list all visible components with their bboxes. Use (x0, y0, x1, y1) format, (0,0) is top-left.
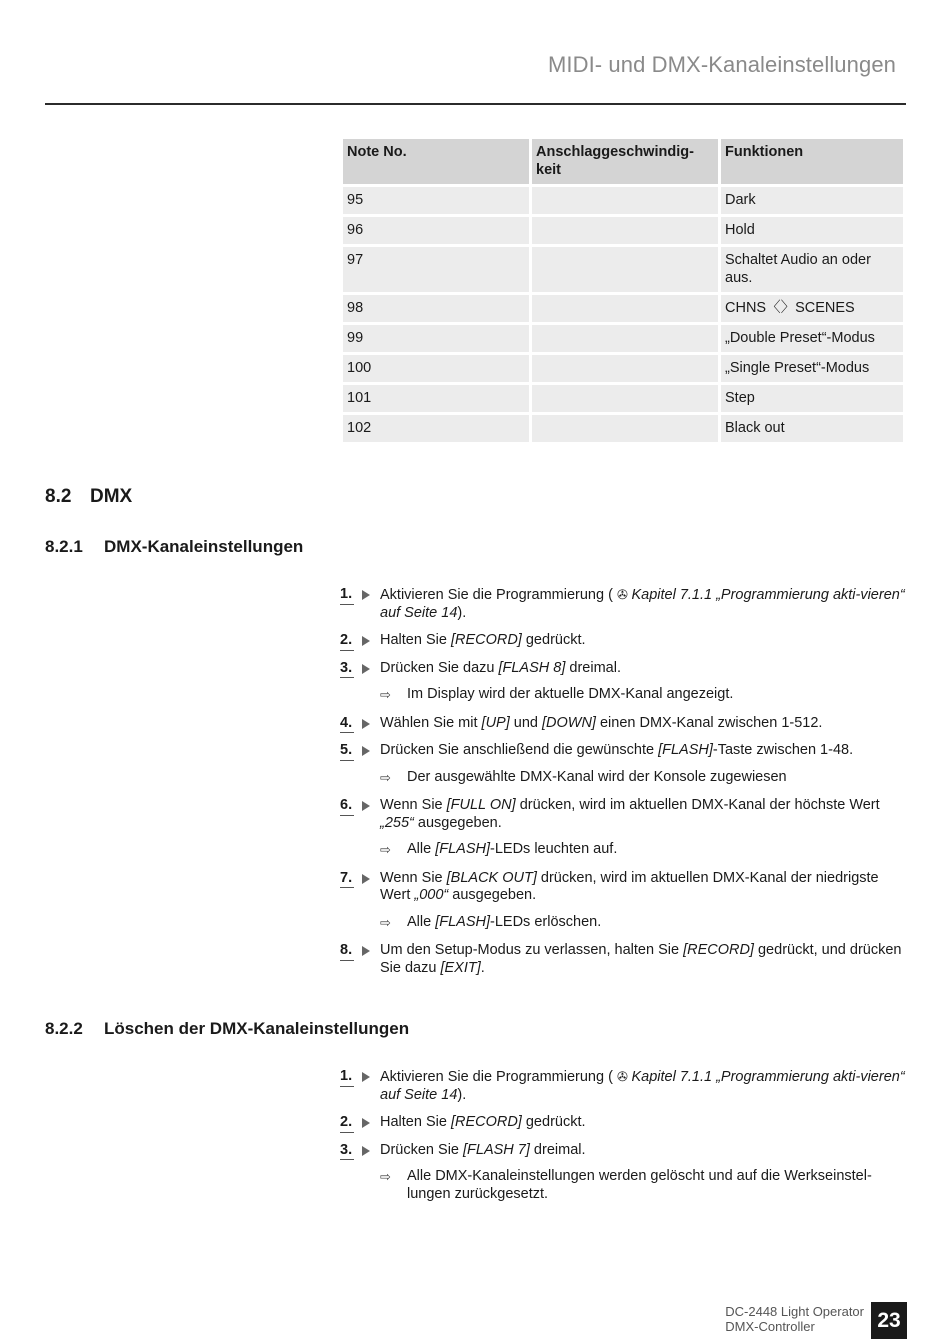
emphasized-text: Kapitel 7.1.1 „Programmierung akti-vieren“ auf Seite 14 (380, 587, 905, 621)
step-body (380, 1068, 906, 1104)
step-body (380, 742, 906, 760)
cell-note-no: 95 (343, 187, 529, 214)
step-text: Drücken Sie anschließend die gewünschte (380, 742, 659, 758)
section-heading-channel-settings (45, 537, 303, 557)
step-arrow-icon (362, 801, 370, 811)
step-body (380, 715, 906, 733)
step-number-label: 1. (340, 1068, 354, 1087)
emphasized-text: [UP] (481, 714, 510, 731)
result-arrow-icon: ⇨ (380, 769, 391, 785)
cell-function: „Double Preset“-Modus (721, 325, 903, 352)
step-text: Halten Sie (380, 1114, 451, 1130)
emphasized-text: „255“ (380, 814, 414, 831)
step-text: dreimal. (565, 659, 621, 676)
step-arrow-icon (362, 1118, 370, 1128)
section-number: 8.2.1 (45, 537, 83, 556)
step-text: dreimal. (529, 1141, 586, 1158)
instruction-step (340, 1068, 906, 1104)
cell-function: „Single Preset“-Modus (721, 355, 903, 382)
cell-note-no: 96 (343, 217, 529, 244)
cell-velocity (532, 217, 718, 244)
instruction-step (340, 942, 906, 977)
result-body (407, 686, 906, 704)
cell-note-no: 100 (343, 355, 529, 382)
step-text: Alle DMX-Kanaleinstellungen werden gelöscht und auf die Werkseinstel-lungen zurückgesetzt. (407, 1168, 872, 1202)
step-text: Wählen Sie mit (380, 714, 482, 731)
table-row (343, 325, 903, 352)
step-body (380, 632, 906, 650)
instruction-step (340, 715, 906, 733)
table-row (343, 385, 903, 412)
step-number-label: 3. (340, 1142, 354, 1161)
instruction-step (340, 1114, 906, 1132)
step-arrow-icon (362, 1072, 370, 1082)
cell-function: Hold (721, 217, 903, 244)
step-number-label: 4. (340, 715, 354, 734)
step-text: Aktivieren Sie die Programmierung ( (380, 587, 617, 603)
cell-function: Schaltet Audio an oder aus. (721, 247, 903, 292)
section-heading-dmx (45, 486, 132, 508)
step-arrow-icon (362, 746, 370, 756)
step-text: gedrückt. (521, 632, 586, 648)
emphasized-text: [BLACK OUT] (446, 869, 537, 886)
section-number: 8.2 (45, 486, 72, 507)
emphasized-text: [RECORD] (450, 1114, 522, 1130)
step-text: ). (457, 604, 467, 621)
emphasized-text: [FLASH 8] (498, 659, 566, 676)
step-text: drücken, wird im aktuellen DMX-Kanal der niedrigste Wert (380, 869, 879, 903)
step-text: -LEDs leuchten auf. (490, 841, 618, 857)
cell-note-no: 101 (343, 385, 529, 412)
footer-product-name: DC-2448 Light Operator (725, 1304, 864, 1319)
delete-settings-steps (340, 1068, 906, 1214)
result-body (407, 1168, 906, 1203)
section-title: DMX (90, 486, 133, 507)
instruction-step (340, 660, 906, 678)
result-arrow-icon: ⇨ (380, 914, 391, 930)
table-row (343, 355, 903, 382)
footer-product-type: DMX-Controller (725, 1318, 815, 1334)
cell-function: CHNS〈〉SCENES (721, 295, 903, 322)
emphasized-text: [FLASH] (435, 841, 491, 857)
footer-product (725, 1305, 864, 1334)
emphasized-text: Kapitel 7.1.1 „Programmierung akti-vieren“ auf Seite 14 (380, 1069, 905, 1103)
emphasized-text: „000“ (414, 887, 449, 903)
result-body (407, 914, 906, 932)
cell-note-no: 102 (343, 415, 529, 442)
result-body (407, 769, 906, 787)
step-result (340, 769, 906, 787)
step-body (380, 1142, 906, 1160)
step-body (380, 870, 906, 905)
result-arrow-icon: ⇨ (380, 1169, 391, 1184)
step-text: Drücken Sie (380, 1141, 464, 1158)
cross-reference-icon[interactable]: ✇ (616, 587, 632, 602)
step-arrow-icon (362, 719, 370, 729)
step-text: . (480, 959, 485, 976)
step-text: Alle (407, 913, 436, 930)
step-number-label: 3. (340, 660, 354, 679)
cell-velocity (532, 415, 718, 442)
step-body (380, 942, 906, 977)
step-arrow-icon (362, 664, 370, 674)
section-title: Löschen der DMX-Kanaleinstellungen (104, 1019, 410, 1038)
step-arrow-icon (362, 874, 370, 884)
instruction-step (340, 1142, 906, 1160)
step-body (380, 586, 906, 622)
cell-note-no: 97 (343, 247, 529, 292)
step-text: gedrückt. (521, 1114, 586, 1130)
step-text: Der ausgewählte DMX-Kanal wird der Konsole zugewiesen (407, 768, 787, 785)
step-text: Aktivieren Sie die Programmierung ( (380, 1069, 617, 1085)
step-result (340, 1168, 906, 1203)
step-result (340, 841, 906, 859)
header-rule (45, 103, 906, 105)
step-result (340, 914, 906, 932)
table-row (343, 217, 903, 244)
instruction-step (340, 632, 906, 650)
step-text: ausgegeben. (448, 887, 537, 903)
emphasized-text: [RECORD] (450, 632, 522, 648)
table-header-row (343, 139, 903, 184)
column-header-note-no: Note No. (343, 139, 529, 184)
step-arrow-icon (362, 590, 370, 600)
cell-velocity (532, 295, 718, 322)
step-arrow-icon (362, 636, 370, 646)
page-header-title: MIDI- und DMX-Kanaleinstellungen (547, 52, 896, 77)
section-heading-delete-settings (45, 1019, 409, 1039)
step-number-label: 7. (340, 870, 354, 889)
section-number: 8.2.2 (45, 1019, 83, 1038)
step-number-label: 2. (340, 632, 354, 651)
step-text: Wenn Sie (380, 869, 447, 886)
emphasized-text: [FLASH 7] (463, 1141, 530, 1158)
column-header-functions: Funktionen (721, 139, 903, 184)
cell-function: Step (721, 385, 903, 412)
step-text: einen DMX-Kanal zwischen 1-512. (595, 714, 823, 731)
step-text: gedrückt, und drücken Sie dazu (380, 942, 902, 976)
result-arrow-icon: ⇨ (380, 842, 391, 857)
step-text: -LEDs erlöschen. (490, 913, 602, 930)
cell-note-no: 99 (343, 325, 529, 352)
emphasized-text: [FLASH] (435, 913, 491, 930)
instruction-step (340, 870, 906, 905)
step-number-label: 2. (340, 1114, 354, 1133)
result-arrow-icon: ⇨ (380, 687, 391, 702)
table-row (343, 415, 903, 442)
step-text: Wenn Sie (380, 797, 447, 813)
instruction-step (340, 742, 906, 760)
emphasized-text: [FLASH] (658, 742, 713, 758)
instruction-step (340, 797, 906, 832)
step-number-label: 6. (340, 797, 354, 816)
midi-notes-table (340, 136, 906, 445)
cell-velocity (532, 247, 718, 292)
step-body (380, 660, 906, 678)
step-body (380, 1114, 906, 1132)
cell-function: Black out (721, 415, 903, 442)
emphasized-text: [FULL ON] (446, 797, 516, 813)
page-number: 23 (871, 1302, 907, 1339)
step-text: und (509, 714, 542, 731)
step-text: -Taste zwischen 1-48. (712, 742, 854, 758)
cell-velocity (532, 325, 718, 352)
emphasized-text: [DOWN] (542, 714, 596, 731)
table-row (343, 295, 903, 322)
cell-function: Dark (721, 187, 903, 214)
section-title: DMX-Kanaleinstellungen (104, 537, 304, 556)
cell-velocity (532, 355, 718, 382)
step-text: Im Display wird der aktuelle DMX-Kanal angezeigt. (407, 686, 734, 702)
step-number-label: 5. (340, 742, 354, 761)
emphasized-text: [RECORD] (683, 942, 754, 958)
step-text: ausgegeben. (413, 814, 502, 831)
step-text: Alle (407, 841, 436, 857)
step-text: Um den Setup-Modus zu verlassen, halten Sie (380, 942, 684, 958)
cell-velocity (532, 187, 718, 214)
step-number-label: 1. (340, 586, 354, 605)
step-text: Drücken Sie dazu (380, 659, 499, 676)
column-header-velocity: Anschlaggeschwindig-keit (532, 139, 718, 184)
cell-velocity (532, 385, 718, 412)
table-row (343, 247, 903, 292)
step-text: Halten Sie (380, 632, 451, 648)
step-text: ). (457, 1086, 467, 1103)
table-row (343, 187, 903, 214)
instruction-step (340, 586, 906, 622)
cross-reference-icon[interactable]: ✇ (616, 1069, 632, 1084)
channel-settings-steps (340, 586, 906, 987)
step-body (380, 797, 906, 832)
step-number-label: 8. (340, 942, 354, 961)
step-arrow-icon (362, 1146, 370, 1156)
step-result (340, 686, 906, 704)
step-arrow-icon (362, 946, 370, 956)
step-text: drücken, wird im aktuellen DMX-Kanal der höchste Wert (515, 797, 880, 813)
result-body (407, 841, 906, 859)
cell-note-no: 98 (343, 295, 529, 322)
emphasized-text: [EXIT] (440, 959, 481, 976)
